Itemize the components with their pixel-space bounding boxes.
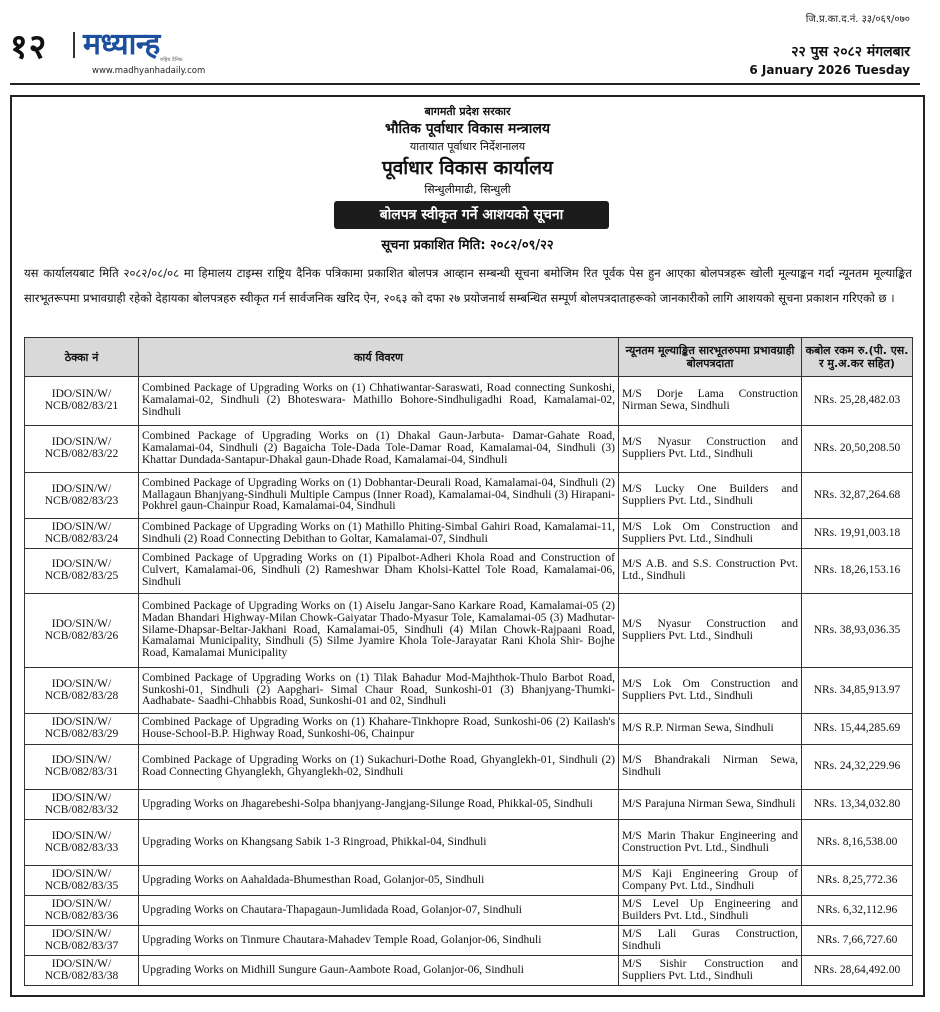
bidder-name: M/S Lok Om Construction and Suppliers Pvt. Ltd., Sindhuli [619,668,802,714]
bid-amount: NRs. 18,26,153.16 [802,549,913,594]
bid-table [24,337,913,986]
table-row [25,594,913,668]
work-description: Combined Package of Upgrading Works on (1) Dhakal Gaun-Jarbuta- Damar-Gahate Road, Kamalamai-04, Sindhuli (2) Bagaicha Tole-Dada Tole-Damar Road, Kamalamai-04, Sindhuli (3) Khattar Dundada-Santapur-Dhakal gaun-Dhade Road, Kamalamai-04, Sindhuli [139,426,619,473]
newspaper-logo: मध्यान्ह [83,27,160,62]
header-amount: कबोल रकम रु.(पी. एस. र मु.अ.कर सहित) [802,338,913,377]
office-location: सिन्धुलीमाढी, सिन्धुली [424,183,511,196]
work-description: Combined Package of Upgrading Works on (1) Dobhantar-Deurali Road, Kamalamai-04, Sindhuli (2) Mallagaun Bhanjyang-Sindhuli Multiple Campus (Inner Road), Kamalamai-04, Sindhuli (3) Hirapani- Pokhrel gaun-Chainpur Road, Kamalamai-04, Sindhuli [139,473,619,519]
table-row [25,473,913,519]
table-row [25,896,913,926]
bid-amount: NRs. 15,44,285.69 [802,714,913,745]
contract-no: IDO/SIN/W/ NCB/082/83/28 [25,668,139,714]
bid-amount: NRs. 28,64,492.00 [802,956,913,986]
bid-amount: NRs. 20,50,208.50 [802,426,913,473]
contract-no: IDO/SIN/W/ NCB/082/83/24 [25,519,139,549]
table-header-row [25,338,913,377]
work-description: Upgrading Works on Chautara-Thapagaun-Jumlidada Road, Golanjor-07, Sindhuli [139,896,619,926]
table-row [25,519,913,549]
bidder-name: M/S Marin Thakur Engineering and Construction Pvt. Ltd., Sindhuli [619,820,802,866]
table-row [25,820,913,866]
bidder-name: M/S Dorje Lama Construction Nirman Sewa, Sindhuli [619,377,802,426]
bidder-name: M/S Lali Guras Construction, Sindhuli [619,926,802,956]
bid-amount: NRs. 19,91,003.18 [802,519,913,549]
notice-box [10,95,925,997]
contract-no: IDO/SIN/W/ NCB/082/83/38 [25,956,139,986]
contract-no: IDO/SIN/W/ NCB/082/83/35 [25,866,139,896]
bidder-name: M/S Nyasur Construction and Suppliers Pvt. Ltd., Sindhuli [619,426,802,473]
date-english: 6 January 2026 Tuesday [749,63,910,77]
bid-amount: NRs. 7,66,727.60 [802,926,913,956]
bid-amount: NRs. 25,28,482.03 [802,377,913,426]
table-row [25,745,913,790]
work-description: Combined Package of Upgrading Works on (1) Aiselu Jangar-Sano Karkare Road, Kamalamai-05 (2) Madan Bhandari Highway-Milan Chowk-Gaiyatar Thado-Myasur Tole, Kamalamai-05 (3) Madhutar-Silame-Dhapsar-Beltar-Jakhani Road, Kamalamai-05, Sindhuli (4) Milan Chowk-Rajpaani Road, Kamalamai Municipality, Sindhuli (5) Silme Jyamire Khola Tole-Jarayatar Rani Khola Shir- Bojhe Road, Kamalamai Municipality [139,594,619,668]
table-row [25,377,913,426]
ministry-name: भौतिक पूर्वाधार विकास मन्त्रालय [385,121,550,137]
contract-no: IDO/SIN/W/ NCB/082/83/23 [25,473,139,519]
bid-amount: NRs. 24,32,229.96 [802,745,913,790]
contract-no: IDO/SIN/W/ NCB/082/83/25 [25,549,139,594]
bid-amount: NRs. 8,25,772.36 [802,866,913,896]
work-description: Combined Package of Upgrading Works on (1) Tilak Bahadur Mod-Majhthok-Thulo Barbot Road, Sunkoshi-01, Sindhuli (2) Aapghari- Simal Chaur Road, Sunkoshi-01 (3) Bhanjyang-Thumki-Aadhabate- Saadhi-Chhabbis Road, Sunkoshi-01 and 02, Sindhuli [139,668,619,714]
bidder-name: M/S Lok Om Construction and Suppliers Pvt. Ltd., Sindhuli [619,519,802,549]
contract-no: IDO/SIN/W/ NCB/082/83/21 [25,377,139,426]
contract-no: IDO/SIN/W/ NCB/082/83/31 [25,745,139,790]
header-description: कार्य विवरण [139,338,619,377]
table-row [25,926,913,956]
bid-amount: NRs. 34,85,913.97 [802,668,913,714]
registration-number: जि.प्र.का.द.नं. ३३/०६९/०७० [805,14,910,25]
table-row [25,549,913,594]
work-description: Upgrading Works on Midhill Sungure Gaun-Aambote Road, Golanjor-06, Sindhuli [139,956,619,986]
masthead-separator [73,32,75,58]
header-contract-no: ठेक्का नं [25,338,139,377]
bid-amount: NRs. 13,34,032.80 [802,790,913,820]
table-row [25,866,913,896]
bidder-name: M/S Lucky One Builders and Suppliers Pvt. Ltd., Sindhuli [619,473,802,519]
work-description: Combined Package of Upgrading Works on (1) Mathillo Phiting-Simbal Gahiri Road, Kamalamai-11, Sindhuli (2) Road Connecting Debithan to Goltar, Kamalamai-07, Sindhuli [139,519,619,549]
table-row [25,790,913,820]
contract-no: IDO/SIN/W/ NCB/082/83/36 [25,896,139,926]
notice-intro: यस कार्यालयबाट मिति २०८२/०८/०८ मा हिमालय टाइम्स राष्ट्रिय दैनिक पत्रिकामा प्रकाशित बोलपत्र आव्हान सम्बन्धी सूचना बमोजिम रित पूर्वक पेस हुन आएका बोलपत्रहरू खोली मूल्याङ्कन गर्दा न्यूनतम मूल्याङ्कित सारभूतरूपमा प्रभावग्राही रहेको देहायका बोलपत्रहरु स्वीकृत गर्न सार्वजनिक खरिद ऐन, २०६३ को दफा २७ प्रयोजनार्थ सम्बन्धित सम्पूर्ण बोलपत्रदाताहरूको जानकारीको लागि आशयको सूचना प्रकाशन गरिएको छ । [24,266,912,305]
bidder-name: M/S A.B. and S.S. Construction Pvt. Ltd., Sindhuli [619,549,802,594]
masthead-rule [10,83,920,85]
bidder-name: M/S Parajuna Nirman Sewa, Sindhuli [619,790,802,820]
bid-amount: NRs. 32,87,264.68 [802,473,913,519]
date-nepali: २२ पुस २०८२ मंगलबार [791,44,910,60]
bidder-name: M/S Kaji Engineering Group of Company Pvt. Ltd., Sindhuli [619,866,802,896]
work-description: Upgrading Works on Tinmure Chautara-Mahadev Temple Road, Golanjor-06, Sindhuli [139,926,619,956]
header-bidder: न्यूनतम मूल्याङ्कित सारभूतरुपमा प्रभावग्राही बोलपत्रदाता [619,338,802,377]
government-name: बागमती प्रदेश सरकार [424,105,511,118]
bid-amount: NRs. 38,93,036.35 [802,594,913,668]
contract-no: IDO/SIN/W/ NCB/082/83/29 [25,714,139,745]
bidder-name: M/S Sishir Construction and Suppliers Pvt. Ltd., Sindhuli [619,956,802,986]
table-row [25,668,913,714]
bidder-name: M/S Level Up Engineering and Builders Pvt. Ltd., Sindhuli [619,896,802,926]
bidder-name: M/S R.P. Nirman Sewa, Sindhuli [619,714,802,745]
website-url[interactable]: www.madhyanhadaily.com [92,66,206,76]
bid-amount: NRs. 6,32,112.96 [802,896,913,926]
table-row [25,714,913,745]
work-description: Combined Package of Upgrading Works on (1) Sukachuri-Dothe Road, Ghyanglekh-01, Sindhuli (2) Road Connecting Ghyanglekh, Ghyanglekh-02, Sindhuli [139,745,619,790]
work-description: Combined Package of Upgrading Works on (1) Pipalbot-Adheri Khola Road and Construction of Culvert, Kamalamai-06, Sindhuli (2) Rameshwar Dham Kholsi-Kattel Tole Road, Kamalamai-06, Sindhuli [139,549,619,594]
table-row [25,426,913,473]
bid-amount: NRs. 8,16,538.00 [802,820,913,866]
contract-no: IDO/SIN/W/ NCB/082/83/22 [25,426,139,473]
work-description: Upgrading Works on Jhagarebeshi-Solpa bhanjyang-Jangjang-Silunge Road, Phikkal-05, Sindhuli [139,790,619,820]
contract-no: IDO/SIN/W/ NCB/082/83/32 [25,790,139,820]
table-row [25,956,913,986]
office-name: पूर्वाधार विकास कार्यालय [381,157,554,179]
bidder-name: M/S Nyasur Construction and Suppliers Pvt. Ltd., Sindhuli [619,594,802,668]
work-description: Combined Package of Upgrading Works on (1) Chhatiwantar-Saraswati, Road connecting Sunkoshi, Kamalamai-02, Sindhuli (2) Bhoteswara- Mathillo Bohore-Sindhuligadhi Road, Kamalamai-02, Sindhuli [139,377,619,426]
work-description: Upgrading Works on Aahaldada-Bhumesthan Road, Golanjor-05, Sindhuli [139,866,619,896]
contract-no: IDO/SIN/W/ NCB/082/83/37 [25,926,139,956]
logo-tagline: राष्ट्रिय दैनिक [160,57,183,63]
contract-no: IDO/SIN/W/ NCB/082/83/26 [25,594,139,668]
work-description: Combined Package of Upgrading Works on (1) Khahare-Tinkhopre Road, Sunkoshi-06 (2) Kailash's House-School-B.P. Highway Road, Sunkoshi-06, Chainpur [139,714,619,745]
work-description: Upgrading Works on Khangsang Sabik 1-3 Ringroad, Phikkal-04, Sindhuli [139,820,619,866]
page-number: १२ [10,27,48,67]
bidder-name: M/S Bhandrakali Nirman Sewa, Sindhuli [619,745,802,790]
notice-title: बोलपत्र स्वीकृत गर्ने आशयको सूचना [334,201,609,229]
publication-date: सूचना प्रकाशित मिति: २०८२/०९/२२ [381,238,554,253]
directorate-name: यातायात पूर्वाधार निर्देशनालय [409,140,526,153]
contract-no: IDO/SIN/W/ NCB/082/83/33 [25,820,139,866]
